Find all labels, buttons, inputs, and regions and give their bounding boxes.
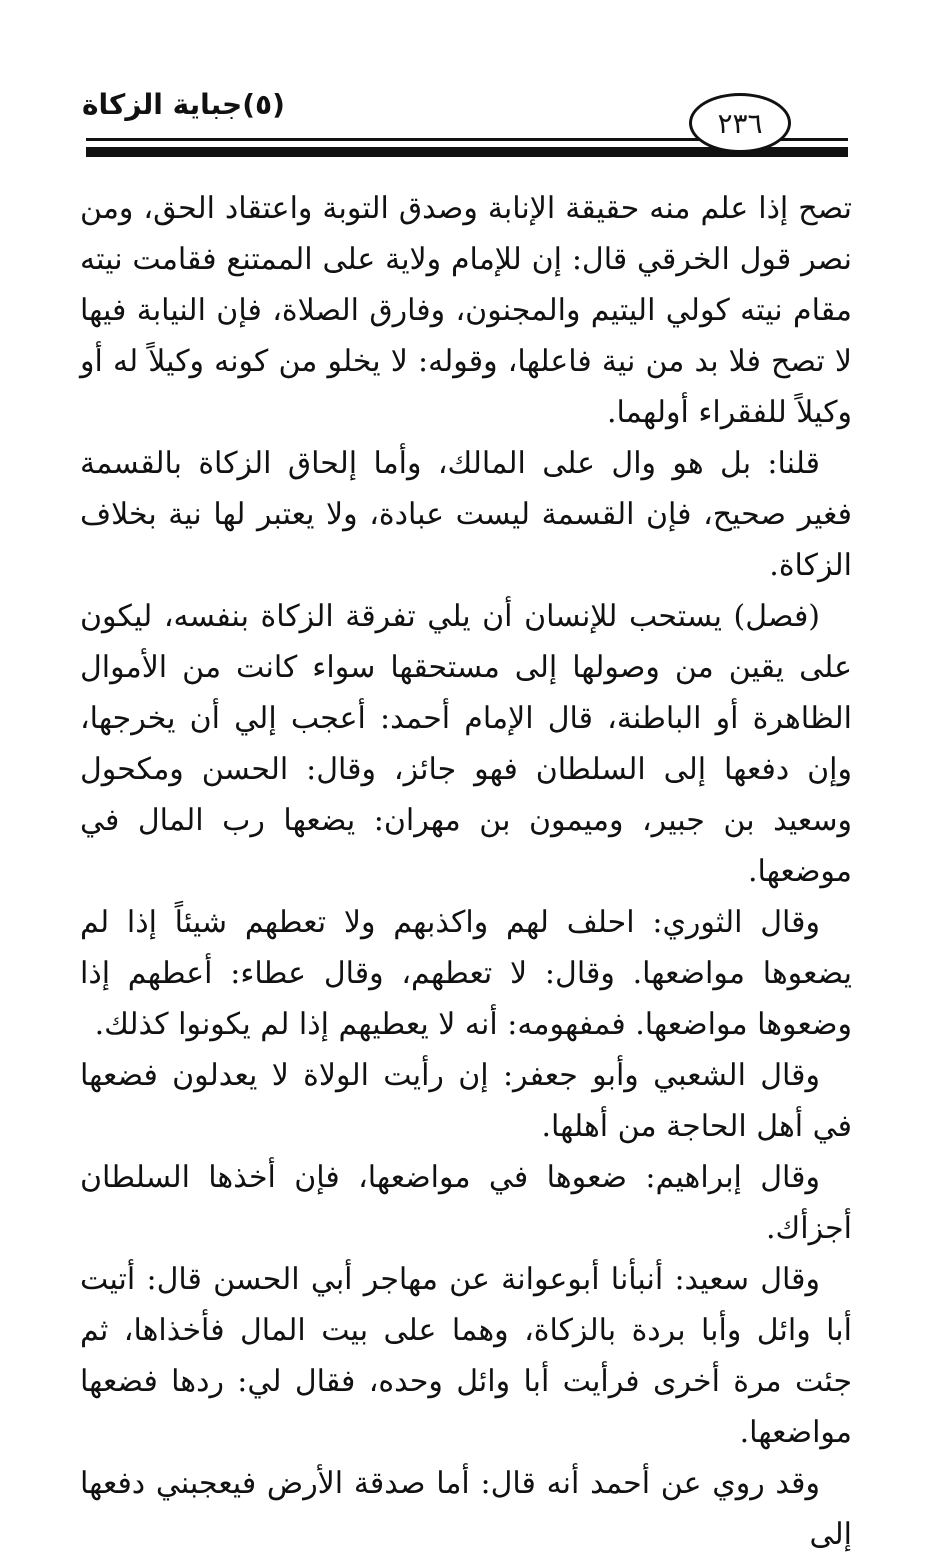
body-text: [80, 183, 852, 1560]
paragraph: وقال الثوري: احلف لهم واكذبهم ولا تعطهم شيئاً إذا لم يضعوها مواضعها. وقال: لا تعطهم، وقال عطاء: أعطهم إذا وضعوها مواضعها. فمفهومه: أنه لا يعطيهم إذا لم يكونوا كذلك.: [80, 905, 852, 1042]
paragraph: تصح إذا علم منه حقيقة الإنابة وصدق التوبة واعتقاد الحق، ومن نصر قول الخرقي قال: إن للإمام ولاية على الممتنع فقامت نيته مقام نيته كولي اليتيم والمجنون، وفارق الصلاة، فإن النيابة فيها لا تصح فلا بد من نية فاعلها، وقوله: لا يخلو من كونه وكيلاً له أو وكيلاً للفقراء أولهما.: [80, 191, 852, 430]
page-number-oval: [689, 93, 791, 153]
paragraph: وقال إبراهيم: ضعوها في مواضعها، فإن أخذها السلطان أجزأك.: [80, 1160, 852, 1246]
page-number: ٢٣٦: [717, 106, 763, 140]
paragraph: وقد روي عن أحمد أنه قال: أما صدقة الأرض فيعجبني دفعها إلى: [80, 1466, 852, 1552]
paragraph: قلنا: بل هو وال على المالك، وأما إلحاق الزكاة بالقسمة فغير صحيح، فإن القسمة ليست عبادة، ولا يعتبر لها نية بخلاف الزكاة.: [80, 446, 852, 583]
page-header: [0, 0, 942, 170]
paragraph: وقال سعيد: أنبأنا أبوعوانة عن مهاجر أبي الحسن قال: أتيت أبا وائل وأبا بردة بالزكاة، وهما على بيت المال فأخذاها، ثم جئت مرة أخرى فرأيت أبا وائل وحده، فقال لي: ردها فضعها مواضعها.: [80, 1262, 852, 1450]
book-title: (٥)جباية الزكاة: [82, 88, 285, 121]
paragraph: وقال الشعبي وأبو جعفر: إن رأيت الولاة لا يعدلون فضعها في أهل الحاجة من أهلها.: [80, 1058, 852, 1144]
paragraph: (فصل) يستحب للإنسان أن يلي تفرقة الزكاة بنفسه، ليكون على يقين من وصولها إلى مستحقها سواء كانت من الأموال الظاهرة أو الباطنة، قال الإمام أحمد: أعجب إلي أن يخرجها، وإن دفعها إلى السلطان فهو جائز، وقال: الحسن ومكحول وسعيد بن جبير، وميمون بن مهران: يضعها رب المال في موضعها.: [80, 599, 852, 889]
